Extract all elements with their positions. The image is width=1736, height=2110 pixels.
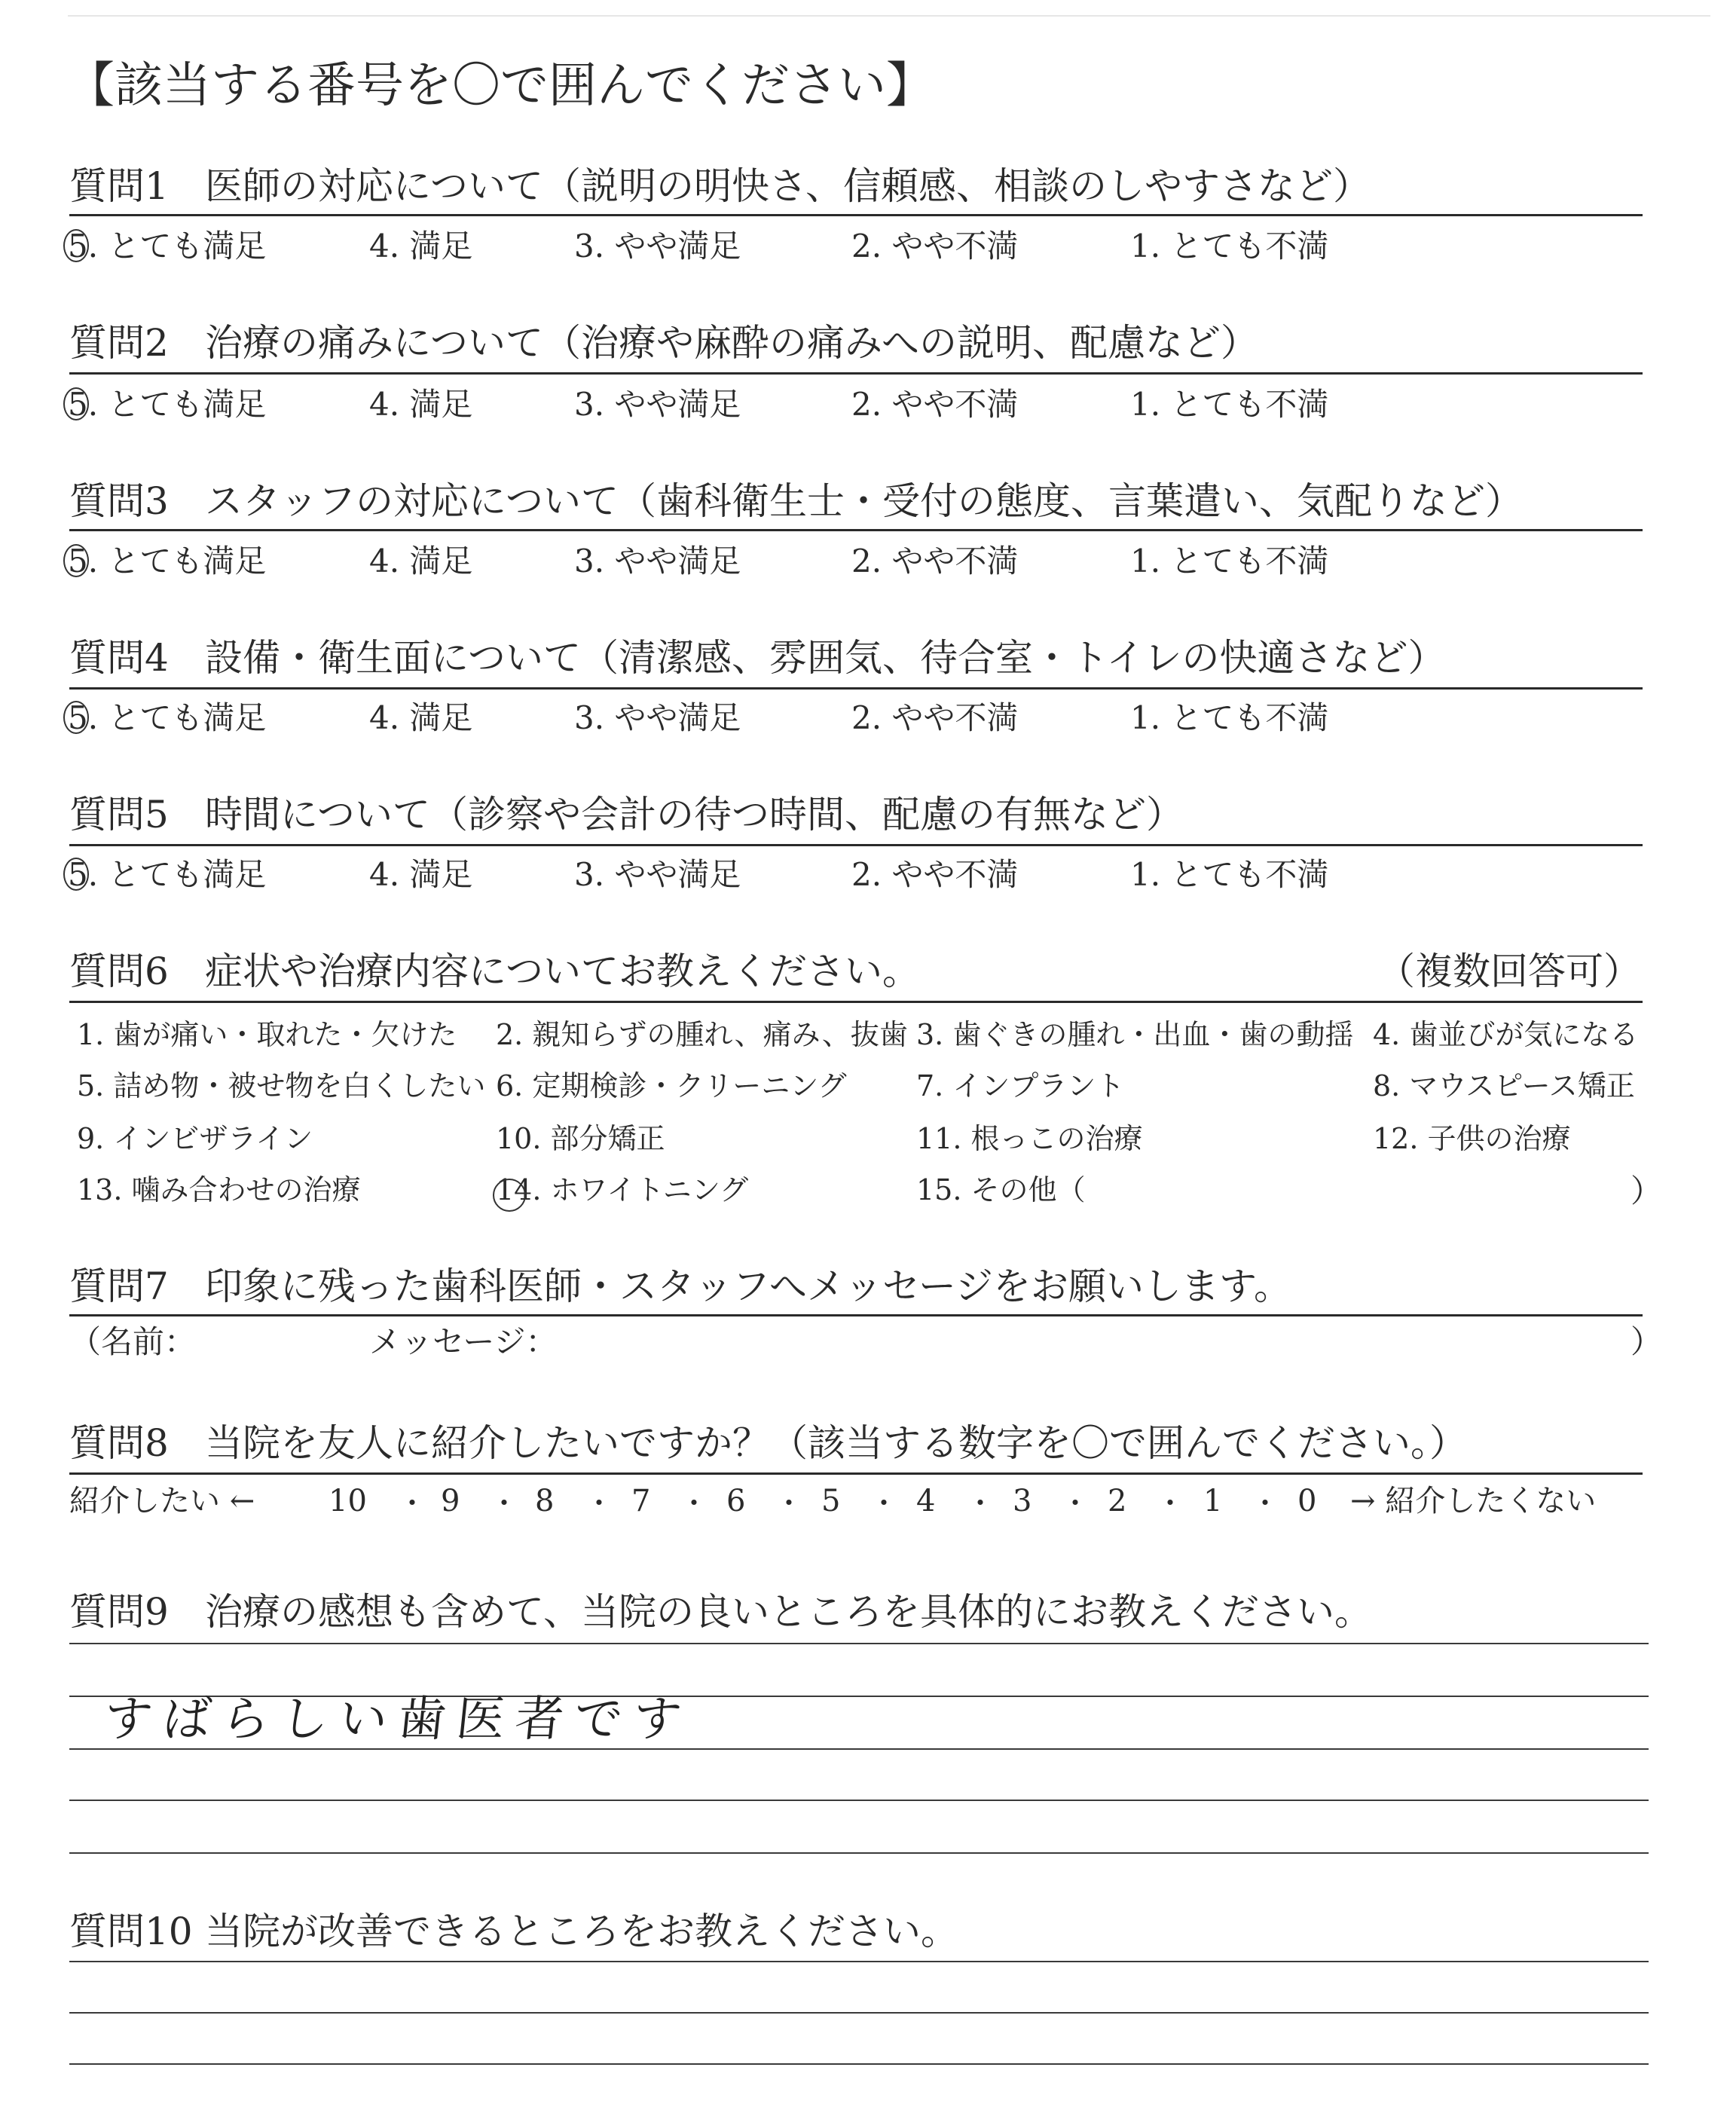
q8-title [69, 1421, 1467, 1465]
q8-score-10[interactable]: 10 [329, 1484, 367, 1518]
q4-option-4[interactable]: 4. 満足 [369, 699, 473, 736]
q4-option-5[interactable]: 5. とても満足 [68, 702, 266, 734]
q2-option-3[interactable]: 3. やや満足 [574, 386, 741, 423]
top-border [68, 15, 1710, 17]
q1-option-3[interactable]: 3. やや満足 [574, 228, 741, 265]
q4-option-2[interactable]: 2. やや不満 [851, 699, 1019, 736]
q8-score-0[interactable]: 0 [1297, 1484, 1317, 1518]
q6-item-4[interactable]: 4. 歯並びが気になる [1373, 1018, 1639, 1051]
q8-score-2[interactable]: 2 [1108, 1484, 1127, 1518]
circle-mark-icon [63, 229, 89, 262]
q9-writing-line [69, 1852, 1649, 1854]
q6-item-3[interactable]: 3. 歯ぐきの腫れ・出血・歯の動揺 [916, 1018, 1354, 1051]
q7-title [69, 1264, 1291, 1308]
q6-other-close-paren: ） [1631, 1173, 1663, 1209]
q4-number: 質問4 [69, 636, 169, 680]
q6-text: 症状や治療内容についてお教えください。 [205, 950, 920, 993]
q1-option-5[interactable]: 5. とても満足 [68, 231, 266, 262]
q5-number: 質問5 [69, 793, 169, 836]
scale-dot-icon: ・ [490, 1487, 519, 1520]
q2-option-1[interactable]: 1. とても不満 [1130, 386, 1329, 423]
q8-score-4[interactable]: 4 [916, 1484, 936, 1518]
q6-item-11[interactable]: 11. 根っこの治療 [916, 1122, 1143, 1155]
circle-mark-icon [63, 387, 89, 420]
q6-item-9[interactable]: 9. インビザライン [77, 1122, 313, 1155]
q3-text: スタッフの対応について（歯科衛生士・受付の態度、言葉遣い、気配りなど） [205, 479, 1523, 523]
q8-score-7[interactable]: 7 [631, 1484, 651, 1518]
q8-rule [69, 1472, 1643, 1475]
q6-item-13[interactable]: 13. 噛み合わせの治療 [77, 1173, 361, 1206]
q6-item-12[interactable]: 12. 子供の治療 [1373, 1122, 1571, 1155]
q4-option-3[interactable]: 3. やや満足 [574, 699, 741, 736]
q9-writing-line [69, 1748, 1649, 1750]
q8-score-3[interactable]: 3 [1013, 1484, 1032, 1518]
q2-text: 治療の痛みについて（治療や麻酔の痛みへの説明、配慮など） [205, 321, 1258, 365]
q8-left-label: 紹介したい ← [69, 1484, 255, 1518]
q7-rule [69, 1314, 1643, 1316]
q9-title [69, 1590, 1372, 1634]
q3-options [68, 543, 1499, 583]
q2-option-2[interactable]: 2. やや不満 [851, 386, 1019, 423]
q3-rule [69, 529, 1643, 531]
q5-option-1[interactable]: 1. とても不満 [1130, 856, 1329, 893]
q6-number: 質問6 [69, 950, 169, 993]
q8-number: 質問8 [69, 1421, 169, 1465]
q1-rule [69, 214, 1643, 216]
instructions-header: 【該当する番号を〇で囲んでください】 [66, 58, 934, 114]
q1-title [69, 164, 1371, 208]
q6-item-2[interactable]: 2. 親知らずの腫れ、痛み、抜歯 [496, 1018, 908, 1051]
q6-item-7[interactable]: 7. インプラント [916, 1069, 1125, 1102]
q5-option-2[interactable]: 2. やや不満 [851, 856, 1019, 893]
q7-close-paren: ） [1631, 1323, 1663, 1360]
q8-score-5[interactable]: 5 [821, 1484, 841, 1518]
circle-mark-icon [63, 544, 89, 577]
q2-number: 質問2 [69, 321, 169, 365]
q6-item-6[interactable]: 6. 定期検診・クリーニング [496, 1069, 847, 1102]
q2-options [68, 386, 1499, 427]
q3-option-2[interactable]: 2. やや不満 [851, 543, 1019, 579]
q7-text: 印象に残った歯科医師・スタッフへメッセージをお願いします。 [205, 1264, 1291, 1308]
q6-rule [69, 1001, 1643, 1003]
q8-score-8[interactable]: 8 [535, 1484, 555, 1518]
q7-name-label: （名前： [69, 1323, 197, 1360]
scale-dot-icon: ・ [1156, 1487, 1185, 1520]
q4-rule [69, 687, 1643, 690]
q6-item-10[interactable]: 10. 部分矯正 [496, 1122, 665, 1155]
q8-score-1[interactable]: 1 [1203, 1484, 1223, 1518]
q5-text: 時間について（診察や会計の待つ時間、配慮の有無など） [205, 793, 1184, 836]
q5-title [69, 793, 1184, 836]
circle-mark-icon [63, 701, 89, 734]
q3-option-3[interactable]: 3. やや満足 [574, 543, 741, 579]
q1-option-1[interactable]: 1. とても不満 [1130, 228, 1329, 265]
q5-option-3[interactable]: 3. やや満足 [574, 856, 741, 893]
q9-writing-line [69, 1800, 1649, 1801]
q3-option-5[interactable]: 5. とても満足 [68, 546, 266, 577]
q3-option-4[interactable]: 4. 満足 [369, 543, 473, 579]
q3-option-1[interactable]: 1. とても不満 [1130, 543, 1329, 579]
q8-score-9[interactable]: 9 [441, 1484, 460, 1518]
q10-writing-line [69, 2012, 1649, 2014]
scale-dot-icon: ・ [398, 1487, 427, 1520]
q1-number: 質問1 [69, 164, 169, 208]
q9-writing-line [69, 1643, 1649, 1644]
q1-option-4[interactable]: 4. 満足 [369, 228, 473, 265]
q6-multiple-answers-note: （複数回答可） [1377, 950, 1641, 993]
q3-number: 質問3 [69, 479, 169, 523]
scale-dot-icon: ・ [870, 1487, 899, 1520]
q6-item-1[interactable]: 1. 歯が痛い・取れた・欠けた [77, 1018, 457, 1051]
q5-rule [69, 844, 1643, 846]
q3-title [69, 479, 1523, 523]
q6-item-5[interactable]: 5. 詰め物・被せ物を白くしたい [77, 1069, 486, 1102]
q2-option-5[interactable]: 5. とても満足 [68, 389, 266, 420]
q4-options [68, 699, 1499, 740]
q6-item-14[interactable]: 14. ホワイトニング [496, 1176, 748, 1204]
scale-dot-icon: ・ [966, 1487, 995, 1520]
q10-title [69, 1910, 958, 1953]
q10-text: 当院が改善できるところをお教えください。 [205, 1910, 958, 1953]
q9-handwritten-answer[interactable]: すばらしい歯医者です [101, 1692, 695, 1748]
scale-dot-icon: ・ [775, 1487, 804, 1520]
q6-item-8[interactable]: 8. マウスピース矯正 [1373, 1069, 1635, 1102]
circle-mark-icon [63, 858, 89, 891]
scale-dot-icon: ・ [585, 1487, 614, 1520]
circle-mark-icon [493, 1179, 526, 1212]
q2-option-4[interactable]: 4. 満足 [369, 386, 473, 423]
q8-right-label: → 紹介したくない [1350, 1484, 1597, 1518]
q7-number: 質問7 [69, 1264, 169, 1308]
q4-title [69, 636, 1446, 680]
scale-dot-icon: ・ [1061, 1487, 1090, 1520]
q10-writing-line [69, 1961, 1649, 1962]
q10-writing-line [69, 2063, 1649, 2065]
q9-number: 質問9 [69, 1590, 169, 1634]
q2-rule [69, 372, 1643, 375]
q10-number: 質問10 [69, 1910, 193, 1953]
q8-score-6[interactable]: 6 [726, 1484, 746, 1518]
q9-text: 治療の感想も含めて、当院の良いところを具体的にお教えください。 [205, 1590, 1372, 1634]
q1-options [68, 228, 1499, 268]
scale-dot-icon: ・ [1251, 1487, 1280, 1520]
q1-text: 医師の対応について（説明の明快さ、信頼感、相談のしやすさなど） [205, 164, 1371, 208]
q5-options [68, 856, 1499, 897]
q5-option-4[interactable]: 4. 満足 [369, 856, 473, 893]
q7-message-label: メッセージ： [369, 1323, 558, 1360]
q5-option-5[interactable]: 5. とても満足 [68, 859, 266, 891]
q4-text: 設備・衛生面について（清潔感、雰囲気、待合室・トイレの快適さなど） [205, 636, 1446, 680]
q8-text: 当院を友人に紹介したいですか？（該当する数字を〇で囲んでください。） [205, 1421, 1467, 1465]
q1-option-2[interactable]: 2. やや不満 [851, 228, 1019, 265]
q6-title [69, 950, 920, 993]
q6-item-15[interactable]: 15. その他（ [916, 1173, 1086, 1206]
q4-option-1[interactable]: 1. とても不満 [1130, 699, 1329, 736]
q2-title [69, 321, 1258, 365]
scale-dot-icon: ・ [680, 1487, 709, 1520]
